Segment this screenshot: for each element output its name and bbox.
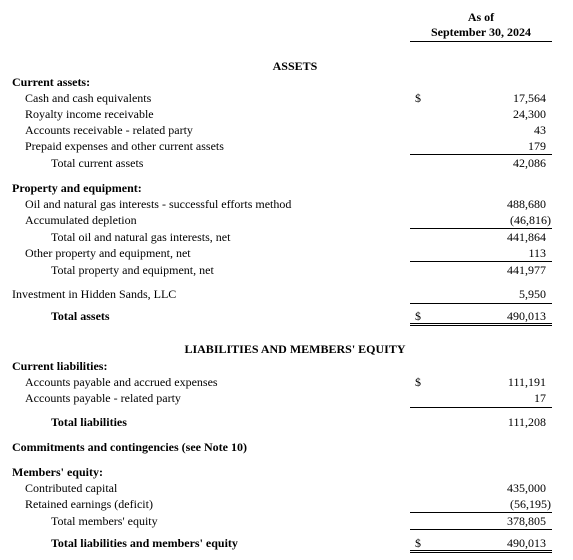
current-assets-rule <box>410 154 552 155</box>
column-header-date: September 30, 2024 <box>430 25 532 39</box>
ar-related-party-value: 43 <box>534 123 546 137</box>
ap-related-party-label: Accounts payable - related party <box>25 391 181 405</box>
retained-earnings-label: Retained earnings (deficit) <box>25 497 153 511</box>
depletion-rule <box>410 228 552 229</box>
total-members-equity-value: 378,805 <box>507 514 546 528</box>
ap-related-party-rule <box>410 407 552 408</box>
current-liabilities-heading: Current liabilities: <box>12 359 108 373</box>
assets-title: ASSETS <box>272 59 318 73</box>
retained-earnings-rule <box>410 512 552 513</box>
total-assets-label: Total assets <box>51 309 110 323</box>
total-liabilities-equity-dollar-sign: $ <box>415 536 421 550</box>
commitments-label: Commitments and contingencies (see Note 10) <box>12 440 247 454</box>
investment-label: Investment in Hidden Sands, LLC <box>12 287 177 301</box>
oil-gas-label: Oil and natural gas interests - successful efforts method <box>25 197 292 211</box>
total-liabilities-equity-label: Total liabilities and members' equity <box>51 536 238 550</box>
total-members-equity-rule <box>410 529 552 530</box>
cash-label: Cash and cash equivalents <box>25 91 152 105</box>
prepaid-label: Prepaid expenses and other current assets <box>25 139 224 153</box>
column-header-as-of: As of <box>467 10 495 24</box>
investment-value: 5,950 <box>519 287 546 301</box>
members-equity-heading: Members' equity: <box>12 465 103 479</box>
ap-accrued-label: Accounts payable and accrued expenses <box>25 375 218 389</box>
other-ppe-rule <box>410 261 552 262</box>
header-underline <box>410 41 552 42</box>
total-current-assets-label: Total current assets <box>51 156 144 170</box>
total-liabilities-value: 111,208 <box>507 415 546 429</box>
liabilities-title: LIABILITIES AND MEMBERS' EQUITY <box>184 342 406 356</box>
total-liabilities-equity-value: 490,013 <box>507 536 546 550</box>
cash-value: 17,564 <box>513 91 546 105</box>
depletion-value: (46,816) <box>510 213 551 227</box>
investment-rule <box>410 303 552 304</box>
total-assets-double-rule <box>410 323 552 326</box>
other-ppe-label: Other property and equipment, net <box>25 246 191 260</box>
ap-related-party-value: 17 <box>534 391 546 405</box>
total-assets-dollar-sign: $ <box>415 309 421 323</box>
ar-related-party-label: Accounts receivable - related party <box>25 123 193 137</box>
oil-gas-net-label: Total oil and natural gas interests, net <box>51 230 231 244</box>
oil-gas-net-value: 441,864 <box>507 230 546 244</box>
other-ppe-value: 113 <box>528 246 546 260</box>
oil-gas-value: 488,680 <box>507 197 546 211</box>
total-assets-value: 490,013 <box>507 309 546 323</box>
ppe-heading: Property and equipment: <box>12 181 142 195</box>
ap-accrued-value: 111,191 <box>507 375 546 389</box>
royalty-receivable-value: 24,300 <box>513 107 546 121</box>
contributed-capital-value: 435,000 <box>507 481 546 495</box>
depletion-label: Accumulated depletion <box>25 213 137 227</box>
total-ppe-label: Total property and equipment, net <box>51 263 214 277</box>
total-ppe-value: 441,977 <box>507 263 546 277</box>
total-members-equity-label: Total members' equity <box>51 514 158 528</box>
total-liabilities-label: Total liabilities <box>51 415 127 429</box>
cash-dollar-sign: $ <box>415 91 421 105</box>
prepaid-value: 179 <box>528 139 546 153</box>
retained-earnings-value: (56,195) <box>510 497 551 511</box>
total-liabilities-equity-double-rule <box>410 550 552 553</box>
royalty-receivable-label: Royalty income receivable <box>25 107 154 121</box>
total-current-assets-value: 42,086 <box>513 156 546 170</box>
current-assets-heading: Current assets: <box>12 75 91 89</box>
contributed-capital-label: Contributed capital <box>25 481 118 495</box>
ap-accrued-dollar-sign: $ <box>415 375 421 389</box>
